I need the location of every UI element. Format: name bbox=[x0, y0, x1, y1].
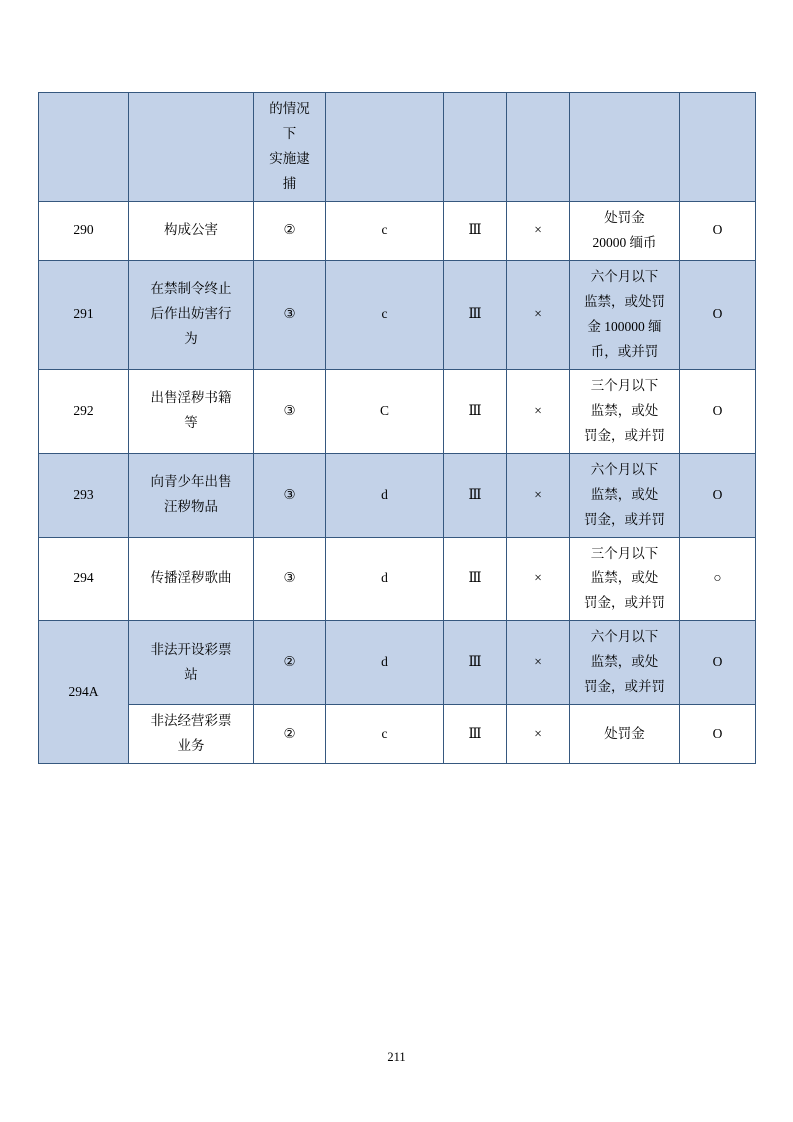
cell-offence: 向青少年出售 汪秽物品 bbox=[129, 453, 254, 537]
table-row bbox=[39, 705, 756, 764]
cell-punishment bbox=[570, 93, 680, 202]
cell-mark7: O bbox=[680, 369, 756, 453]
cell-mark2: ③ bbox=[254, 369, 326, 453]
cell-punishment: 处罚金 20000 缅币 bbox=[570, 201, 680, 260]
cell-mark2: ② bbox=[254, 621, 326, 705]
cell-mark7: O bbox=[680, 453, 756, 537]
cell-mark7: O bbox=[680, 260, 756, 369]
cell-mark5 bbox=[507, 93, 570, 202]
table-row bbox=[39, 201, 756, 260]
table-body bbox=[39, 93, 756, 764]
cell-mark5: × bbox=[507, 369, 570, 453]
cell-mark3: d bbox=[326, 453, 444, 537]
cell-mark5: × bbox=[507, 705, 570, 764]
cell-punishment: 处罚金 bbox=[570, 705, 680, 764]
cell-mark4: Ⅲ bbox=[444, 621, 507, 705]
cell-mark3: C bbox=[326, 369, 444, 453]
cell-mark7: O bbox=[680, 705, 756, 764]
cell-offence: 传播淫秽歌曲 bbox=[129, 537, 254, 621]
cell-punishment: 六个月以下 监禁，或处 罚金，或并罚 bbox=[570, 453, 680, 537]
cell-mark3: c bbox=[326, 260, 444, 369]
cell-offence: 在禁制令终止 后作出妨害行 为 bbox=[129, 260, 254, 369]
cell-mark4: Ⅲ bbox=[444, 260, 507, 369]
cell-mark2: ③ bbox=[254, 260, 326, 369]
cell-article bbox=[39, 93, 129, 202]
cell-punishment: 六个月以下 监禁，或处罚 金 100000 缅 币，或并罚 bbox=[570, 260, 680, 369]
cell-mark4 bbox=[444, 93, 507, 202]
cell-mark7: ○ bbox=[680, 537, 756, 621]
cell-article: 293 bbox=[39, 453, 129, 537]
page-number: 211 bbox=[387, 1050, 406, 1064]
cell-mark5: × bbox=[507, 201, 570, 260]
penal-code-table bbox=[38, 92, 756, 764]
cell-mark3: d bbox=[326, 621, 444, 705]
cell-article: 290 bbox=[39, 201, 129, 260]
cell-offence: 构成公害 bbox=[129, 201, 254, 260]
cell-mark4: Ⅲ bbox=[444, 705, 507, 764]
table-row bbox=[39, 369, 756, 453]
cell-mark2: ③ bbox=[254, 537, 326, 621]
cell-mark5: × bbox=[507, 537, 570, 621]
cell-offence: 非法经营彩票 业务 bbox=[129, 705, 254, 764]
table-row bbox=[39, 453, 756, 537]
table-row bbox=[39, 621, 756, 705]
cell-mark5: × bbox=[507, 260, 570, 369]
cell-article: 292 bbox=[39, 369, 129, 453]
cell-mark4: Ⅲ bbox=[444, 201, 507, 260]
cell-mark4: Ⅲ bbox=[444, 369, 507, 453]
cell-mark7 bbox=[680, 93, 756, 202]
cell-mark7: O bbox=[680, 621, 756, 705]
cell-punishment: 三个月以下 监禁，或处 罚金，或并罚 bbox=[570, 537, 680, 621]
cell-mark3 bbox=[326, 93, 444, 202]
cell-mark4: Ⅲ bbox=[444, 537, 507, 621]
cell-mark3: d bbox=[326, 537, 444, 621]
cell-offence: 非法开设彩票 站 bbox=[129, 621, 254, 705]
cell-mark5: × bbox=[507, 453, 570, 537]
cell-mark2: ② bbox=[254, 201, 326, 260]
cell-offence bbox=[129, 93, 254, 202]
cell-punishment: 六个月以下 监禁，或处 罚金，或并罚 bbox=[570, 621, 680, 705]
cell-mark7: O bbox=[680, 201, 756, 260]
cell-mark5: × bbox=[507, 621, 570, 705]
cell-mark2: 的情况 下 实施逮 捕 bbox=[254, 93, 326, 202]
cell-mark3: c bbox=[326, 201, 444, 260]
cell-punishment: 三个月以下 监禁，或处 罚金，或并罚 bbox=[570, 369, 680, 453]
cell-mark4: Ⅲ bbox=[444, 453, 507, 537]
cell-mark2: ② bbox=[254, 705, 326, 764]
cell-offence: 出售淫秽书籍 等 bbox=[129, 369, 254, 453]
cell-mark2: ③ bbox=[254, 453, 326, 537]
cell-article: 294 bbox=[39, 537, 129, 621]
cell-article: 291 bbox=[39, 260, 129, 369]
table-row bbox=[39, 93, 756, 202]
table-row bbox=[39, 260, 756, 369]
cell-mark3: c bbox=[326, 705, 444, 764]
cell-article: 294A bbox=[39, 621, 129, 764]
table-row bbox=[39, 537, 756, 621]
